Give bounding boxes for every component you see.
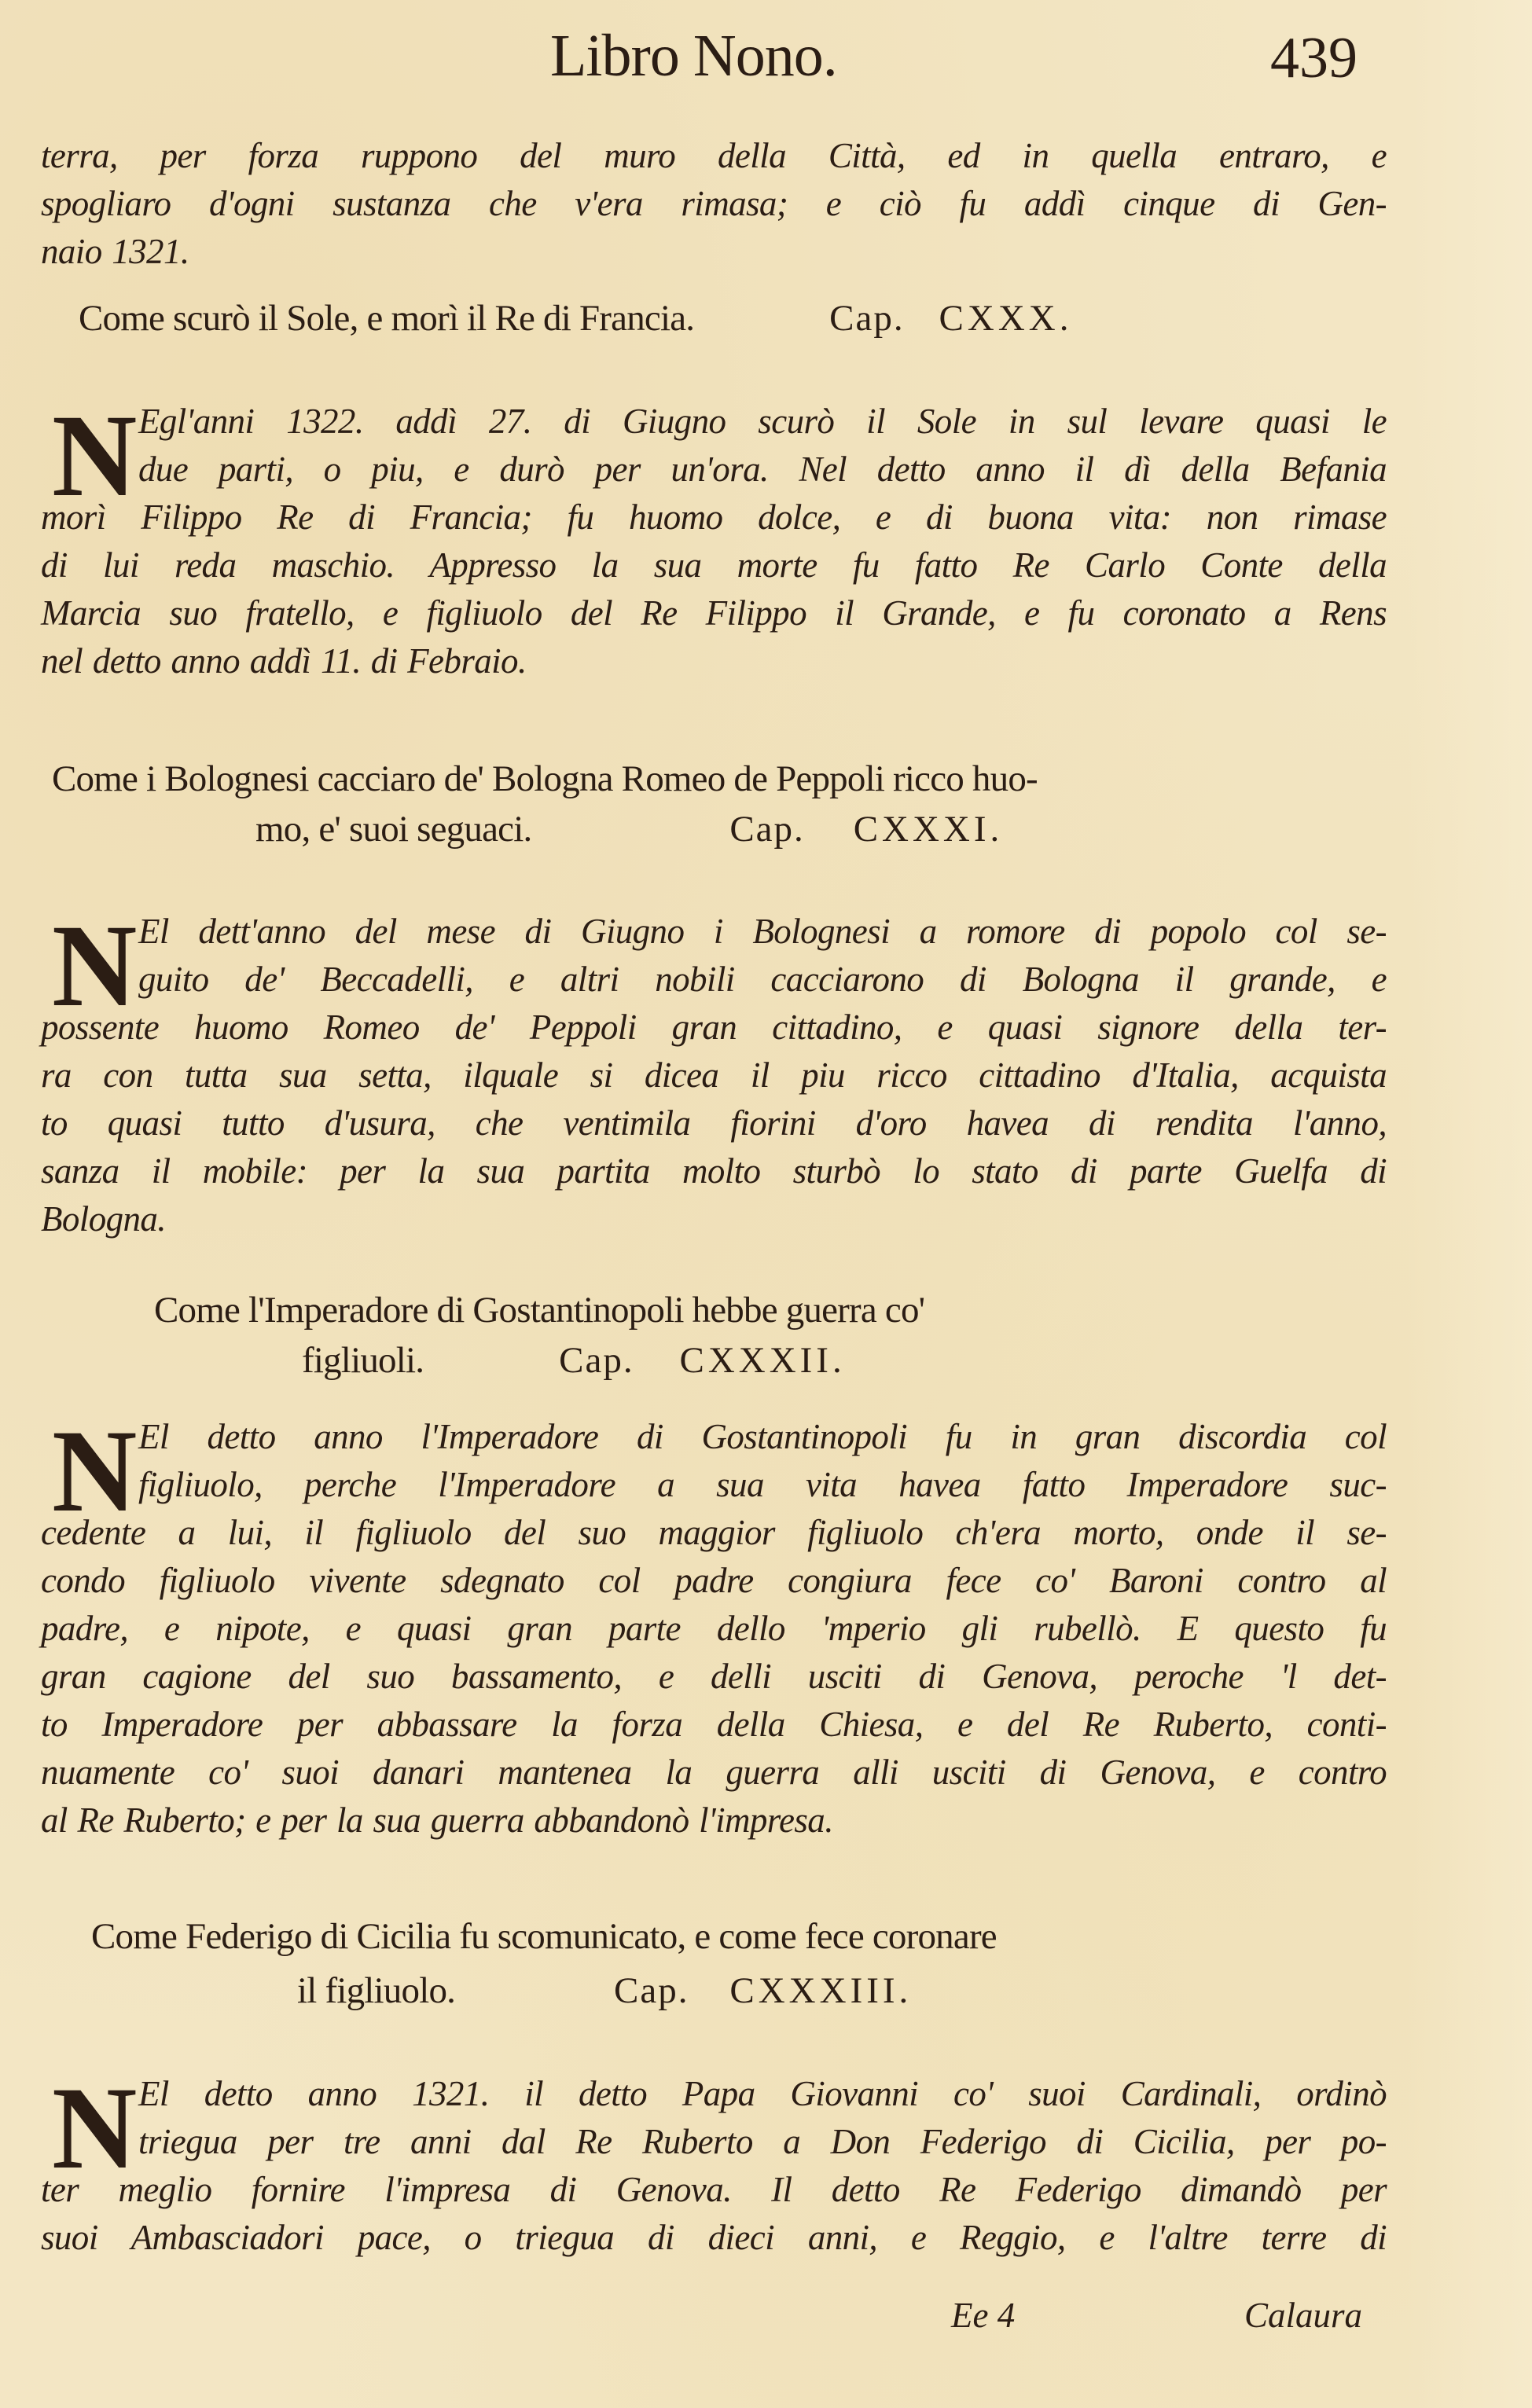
catchword: Calaura	[1244, 2296, 1363, 2335]
chapter-body-cxxxii	[41, 1406, 1387, 1845]
page-footer	[0, 2295, 1532, 2350]
cap-number: CXXX.	[939, 298, 1073, 339]
text-line: El detto anno l'Imperadore di Gostantinopoli fu in gran discordia col	[138, 1417, 1387, 1456]
chapter-heading-cxxx	[79, 292, 1072, 344]
signature-mark: Ee 4	[951, 2296, 1016, 2335]
text-line: figliuolo, perche l'Imperadore a sua vita havea fatto Imperadore suc-	[138, 1465, 1387, 1504]
chapter-heading-cxxxiii-line2	[297, 1965, 912, 2017]
text-line: possente huomo Romeo de' Peppoli gran cittadino, e quasi signore della ter-	[41, 1008, 1387, 1047]
text-line: cedente a lui, il figliuolo del suo maggior figliuolo ch'era morto, onde il se-	[41, 1513, 1387, 1552]
heading-line: Come l'Imperadore di Gostantinopoli hebbe guerra co'	[154, 1290, 925, 1331]
text-line: morì Filippo Re di Francia; fu huomo dolce, e di buona vita: non rimase	[41, 497, 1387, 537]
chapter-heading-cxxxii	[154, 1284, 924, 1336]
cap-label: Cap.	[559, 1340, 634, 1381]
continuation-text	[41, 132, 1387, 276]
text-line: to Imperadore per abbassare la forza della Chiesa, e del Re Ruberto, conti-	[41, 1705, 1387, 1744]
text-line: ra con tutta sua setta, ilquale si dicea il piu ricco cittadino d'Italia, acquista	[41, 1055, 1387, 1095]
text-line: due parti, o piu, e durò per un'ora. Nel detto anno il dì della Befania	[138, 450, 1387, 489]
heading-line: Come scurò il Sole, e morì il Re di Francia.	[79, 298, 695, 339]
text-line: condo figliuolo vivente sdegnato col padre congiura fece co' Baroni contro al	[41, 1561, 1387, 1600]
text-line: sanza il mobile: per la sua partita molto sturbò lo stato di parte Guelfa di	[41, 1151, 1387, 1191]
chapter-heading-cxxxi	[52, 753, 1038, 805]
text-line: terra, per forza ruppono del muro della Città, ed in quella entraro, e	[41, 136, 1387, 175]
text-line: spogliaro d'ogni sustanza che v'era rimasa; e ciò fu addì cinque di Gen-	[41, 184, 1387, 223]
text-line: to quasi tutto d'usura, che ventimila fiorini d'oro havea di rendita l'anno,	[41, 1103, 1387, 1143]
text-line: El detto anno 1321. il detto Papa Giovanni co' suoi Cardinali, ordinò	[138, 2074, 1387, 2113]
text-line: ter meglio fornire l'impresa di Genova. Il detto Re Federigo dimandò per	[41, 2170, 1387, 2209]
cap-label: Cap.	[829, 298, 905, 339]
page-number: 439	[1270, 26, 1357, 90]
text-line: suoi Ambasciadori pace, o triegua di dieci anni, e Reggio, e l'altre terre di	[41, 2218, 1387, 2257]
page-edge-shading	[1407, 0, 1532, 2408]
text-line: padre, e nipote, e quasi gran parte dello 'mperio gli rubellò. E questo fu	[41, 1609, 1387, 1648]
heading-line: figliuoli.	[302, 1340, 424, 1381]
text-line: al Re Ruberto; e per la sua guerra abbandonò l'impresa.	[41, 1800, 833, 1840]
text-line: gran cagione del suo bassamento, e delli usciti di Genova, peroche 'l det-	[41, 1657, 1387, 1696]
cap-label: Cap.	[614, 1970, 689, 2011]
text-line: nel detto anno addì 11. di Febraio.	[41, 641, 527, 681]
text-line: El dett'anno del mese di Giugno i Bolognesi a romore di popolo col se-	[138, 912, 1387, 951]
cap-number: CXXXII.	[679, 1340, 846, 1381]
text-line: naio 1321.	[41, 232, 189, 271]
text-line: Egl'anni 1322. addì 27. di Giugno scurò il Sole in sul levare quasi le	[138, 402, 1387, 441]
chapter-heading-cxxxii-line2	[302, 1334, 846, 1386]
drop-cap: N	[52, 1406, 137, 1536]
chapter-body-cxxxi	[41, 901, 1387, 1243]
chapter-body-cxxx	[41, 391, 1387, 685]
heading-line: il figliuolo.	[297, 1970, 456, 2011]
cap-number: CXXXIII.	[729, 1970, 913, 2011]
cap-label: Cap.	[729, 809, 805, 850]
running-title: Libro Nono.	[550, 23, 837, 89]
drop-cap: N	[52, 391, 137, 521]
heading-line: Come i Bolognesi cacciaro de' Bologna Romeo de Peppoli ricco huo-	[52, 758, 1038, 799]
drop-cap: N	[52, 901, 137, 1031]
text-line: guito de' Beccadelli, e altri nobili cacciarono di Bologna il grande, e	[138, 960, 1387, 999]
chapter-heading-cxxxi-line2	[255, 803, 1003, 855]
text-line: Marcia suo fratello, e figliuolo del Re Filippo il Grande, e fu coronato a Rens	[41, 593, 1387, 633]
text-line: di lui reda maschio. Appresso la sua morte fu fatto Re Carlo Conte della	[41, 545, 1387, 585]
running-head	[0, 22, 1532, 93]
chapter-body-cxxxiii	[41, 2063, 1387, 2262]
cap-number: CXXXI.	[853, 809, 1004, 850]
text-line: triegua per tre anni dal Re Ruberto a Don Federigo di Cicilia, per po-	[138, 2122, 1387, 2161]
heading-line: mo, e' suoi seguaci.	[255, 809, 532, 850]
chapter-heading-cxxxiii	[91, 1911, 997, 1962]
text-line: Bologna.	[41, 1199, 166, 1239]
text-line: nuamente co' suoi danari mantenea la guerra alli usciti di Genova, e contro	[41, 1753, 1387, 1792]
heading-line: Come Federigo di Cicilia fu scomunicato, e come fece coronare	[91, 1916, 997, 1957]
drop-cap: N	[52, 2063, 137, 2193]
